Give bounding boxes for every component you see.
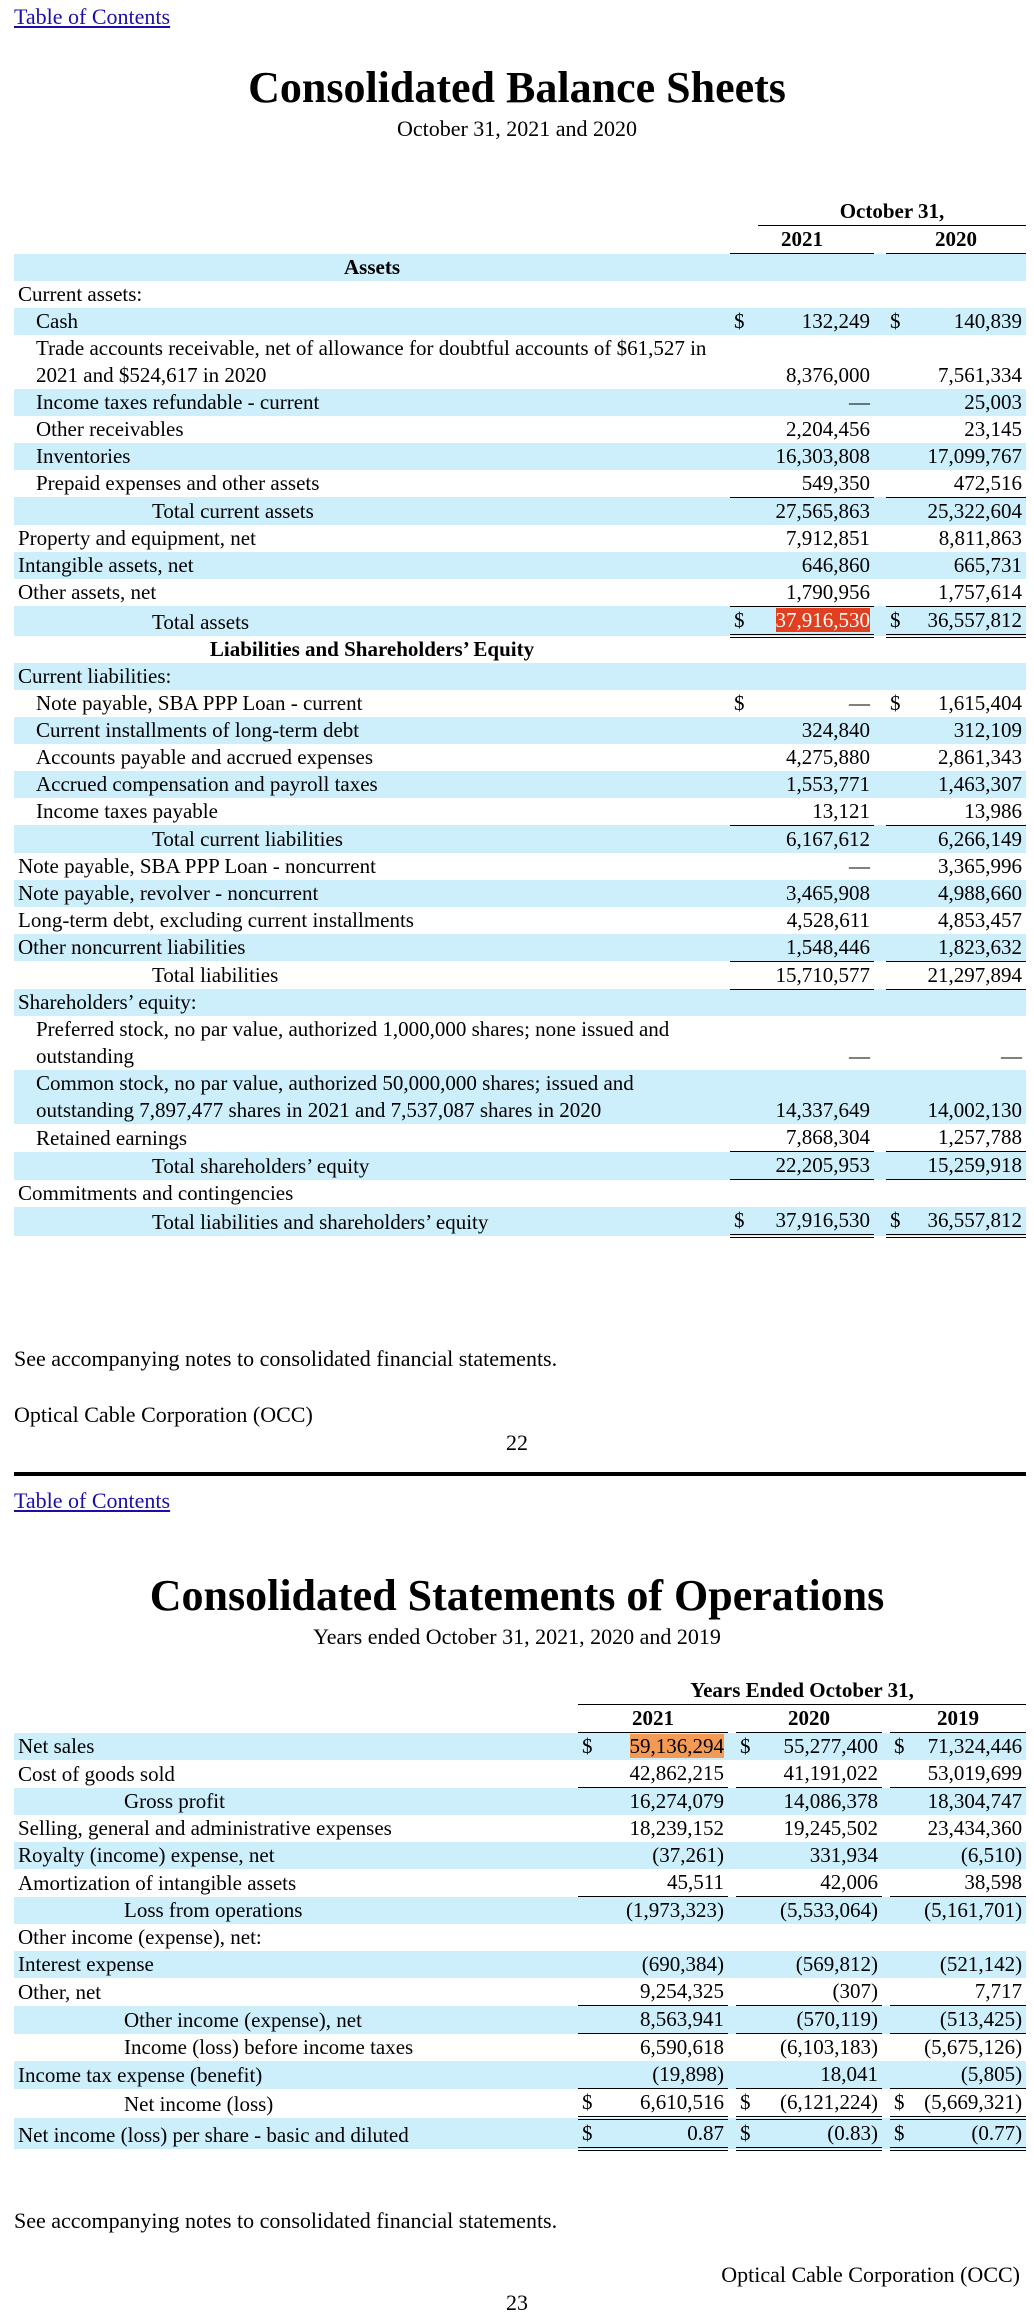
column-header-2020: 2020 xyxy=(736,1705,882,1733)
table-row: Long-term debt, excluding current installments 4,528,611 4,853,457 xyxy=(18,907,1023,932)
table-row: Cost of goods sold 42,862,215 41,191,022 53,019,699 xyxy=(14,1760,1026,1788)
table-row: Interest expense (690,384) (569,812) (521,142) xyxy=(14,1951,1026,1978)
table-row: Inventories 16,303,808 17,099,767 xyxy=(14,443,1026,470)
table-row: Other income (expense), net 8,563,941 (570,119) (513,425) xyxy=(14,2006,1026,2034)
table-row: Note payable, SBA PPP Loan - current $ — $ 1,615,404 xyxy=(36,690,1023,715)
section-header: Current liabilities: xyxy=(14,663,1026,690)
notes-reference: See accompanying notes to consolidated financial statements. xyxy=(14,2208,558,2233)
table-row: Prepaid expenses and other assets 549,350 472,516 xyxy=(14,470,1026,498)
section-header: Liabilities and Shareholders’ Equity xyxy=(209,636,535,661)
table-row: Total assets $ 37,916,530 $ 36,557,812 xyxy=(14,606,1026,636)
section-header: Assets xyxy=(14,254,1026,281)
table-row: Preferred stock, no par value, authorized 1,000,000 shares; none issued and outstanding — — xyxy=(36,1017,1023,1068)
highlighted-value: 59,136,294 xyxy=(629,1734,724,1758)
page-number: 22 xyxy=(506,1430,528,1455)
table-row: Commitments and contingencies xyxy=(18,1180,294,1205)
table-row: Other noncurrent liabilities 1,548,446 1,823,632 xyxy=(14,934,1026,962)
page-divider xyxy=(14,1472,1026,1476)
section-header: Shareholders’ equity: xyxy=(14,989,1026,1016)
table-row: Other assets, net 1,790,956 1,757,614 xyxy=(14,579,1026,607)
table-row: Total shareholders’ equity 22,205,953 15,259,918 xyxy=(14,1152,1026,1180)
section-header: Current assets: xyxy=(18,281,143,306)
header-years-row xyxy=(14,226,1026,254)
table-row: Income (loss) before income taxes 6,590,618 (6,103,183) (5,675,126) xyxy=(124,2035,1023,2059)
table-row: Retained earnings 7,868,304 1,257,788 xyxy=(14,1124,1026,1152)
table-row: Note payable, SBA PPP Loan - noncurrent — 3,365,996 xyxy=(18,853,1023,878)
table-row: Trade accounts receivable, net of allowance for doubtful accounts of $61,527 in 2021 and $524,617 in 2020 8,376,000 7,561,334 xyxy=(36,335,1023,387)
table-row: Intangible assets, net 646,860 665,731 xyxy=(14,552,1026,579)
table-row: Cash $ 132,249 $ 140,839 xyxy=(14,308,1026,335)
table-row: Other receivables 2,204,456 23,145 xyxy=(36,416,1023,441)
column-header-2019: 2019 xyxy=(890,1705,1026,1733)
table-row: Accounts payable and accrued expenses 4,275,880 2,861,343 xyxy=(36,744,1023,769)
page-subtitle: Years ended October 31, 2021, 2020 and 2019 xyxy=(313,1624,721,1649)
column-header-2021: 2021 xyxy=(578,1705,728,1733)
balance-sheet-table xyxy=(14,198,1026,1238)
highlighted-value: 37,916,530 xyxy=(775,607,870,632)
table-row: Net sales $ 59,136,294 $ 55,277,400 $ 71,324,446 xyxy=(14,1733,1026,1761)
page-title: Consolidated Statements of Operations xyxy=(149,1571,885,1620)
table-row: Total liabilities 15,710,577 21,297,894 xyxy=(14,961,1026,989)
header-group-row xyxy=(14,1677,1026,1705)
header-years-row xyxy=(14,1705,1026,1733)
table-row: Selling, general and administrative expenses 18,239,152 19,245,502 23,434,360 xyxy=(18,1816,1023,1840)
table-row: Income taxes payable 13,121 13,986 xyxy=(14,798,1026,826)
table-row: Total current assets 27,565,863 25,322,604 xyxy=(14,497,1026,525)
column-header-2020: 2020 xyxy=(886,226,1026,254)
section-header: Other income (expense), net: xyxy=(18,1925,262,1949)
header-group-row xyxy=(14,198,1026,226)
table-row: Amortization of intangible assets 45,511 42,006 38,598 xyxy=(14,1869,1026,1897)
table-row: Income taxes refundable - current — 25,003 xyxy=(14,389,1026,416)
table-of-contents-link[interactable]: Table of Contents xyxy=(14,4,171,29)
table-row: Total liabilities and shareholders’ equity $ 37,916,530 $ 36,557,812 xyxy=(14,1207,1026,1236)
table-of-contents-link[interactable]: Table of Contents xyxy=(14,1488,171,1513)
table-row: Accrued compensation and payroll taxes 1,553,771 1,463,307 xyxy=(14,771,1026,798)
table-row: Royalty (income) expense, net (37,261) 331,934 (6,510) xyxy=(14,1842,1026,1869)
table-row: Net income (loss) per share - basic and diluted $ 0.87 $ (0.83) $ (0.77) xyxy=(14,2118,1026,2149)
table-row: Other, net 9,254,325 (307) 7,717 xyxy=(14,1978,1026,2006)
column-header-2021: 2021 xyxy=(730,226,874,254)
table-row: Gross profit 16,274,079 14,086,378 18,304,747 xyxy=(14,1788,1026,1816)
page-title: Consolidated Balance Sheets xyxy=(248,63,786,112)
table-row: Property and equipment, net 7,912,851 8,811,863 xyxy=(18,525,1023,550)
table-row: Income tax expense (benefit) (19,898) 18,041 (5,805) xyxy=(14,2061,1026,2089)
notes-reference: See accompanying notes to consolidated financial statements. xyxy=(14,1346,558,1371)
column-group-header: October 31, xyxy=(758,198,1026,226)
company-name: Optical Cable Corporation (OCC) xyxy=(721,2262,1020,2287)
column-group-header: Years Ended October 31, xyxy=(578,1677,1026,1705)
page-subtitle: October 31, 2021 and 2020 xyxy=(396,116,638,141)
table-row: Net income (loss) $ 6,610,516 $ (6,121,224) $ (5,669,321) xyxy=(14,2089,1026,2119)
table-row: Loss from operations (1,973,323) (5,533,064) (5,161,701) xyxy=(14,1897,1026,1925)
table-row: Current installments of long-term debt 324,840 312,109 xyxy=(14,717,1026,744)
table-row: Total current liabilities 6,167,612 6,266,149 xyxy=(14,825,1026,853)
table-row: Note payable, revolver - noncurrent 3,465,908 4,988,660 xyxy=(14,880,1026,907)
operations-table xyxy=(14,1677,1026,2151)
table-row: Common stock, no par value, authorized 50,000,000 shares; issued and outstanding 7,897,477 shares in 2021 and 7,537,087 shares in 2020 14,337,649 14,002,130 xyxy=(14,1070,1026,1124)
company-name: Optical Cable Corporation (OCC) xyxy=(14,1402,313,1427)
page-number: 23 xyxy=(506,2290,528,2315)
